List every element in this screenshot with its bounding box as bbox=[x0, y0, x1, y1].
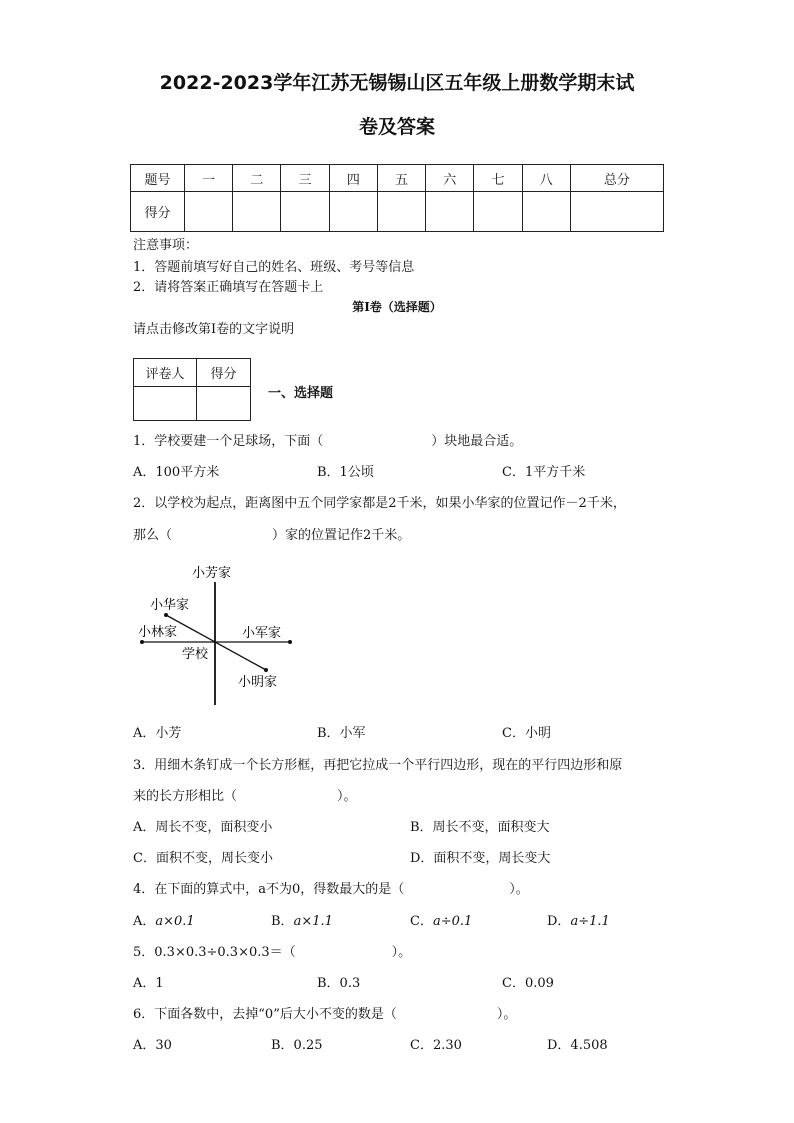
option[interactable] bbox=[133, 910, 195, 929]
score-cell: 六 bbox=[426, 165, 474, 192]
question-2-stem-line2 bbox=[133, 524, 410, 543]
option-letter: C． bbox=[410, 914, 433, 929]
label-xiaolin: 小林家 bbox=[138, 625, 178, 640]
option[interactable]: A．周长不变，面积变小 bbox=[133, 820, 273, 835]
question-4-stem bbox=[133, 878, 529, 897]
stem-part: 6．下面各数中，去掉“0”后大小不变的数是（ bbox=[133, 1007, 397, 1022]
grader-label: 得分 bbox=[197, 359, 251, 387]
score-cell: 题号 bbox=[131, 165, 185, 192]
score-cell: 五 bbox=[377, 165, 425, 192]
grader-input-cell[interactable] bbox=[197, 387, 251, 421]
score-input-cell[interactable] bbox=[233, 192, 281, 232]
option[interactable]: C．面积不变，周长变小 bbox=[133, 851, 273, 866]
stem-part: ）家的位置记作2千米。 bbox=[272, 528, 411, 543]
score-table-header-row bbox=[131, 165, 664, 192]
score-cell: 四 bbox=[329, 165, 377, 192]
option-letter: D． bbox=[547, 914, 571, 929]
option[interactable]: B．0.3 bbox=[317, 976, 361, 991]
position-diagram bbox=[130, 560, 300, 710]
option[interactable]: C．小明 bbox=[502, 726, 551, 741]
part1-title: 第I卷（选择题） bbox=[352, 300, 442, 314]
option[interactable]: A．小芳 bbox=[133, 726, 182, 741]
question-3-stem-line1: 3．用细木条钉成一个长方形框，再把它拉成一个平行四边形，现在的平行四边形和原 bbox=[133, 758, 623, 773]
label-xiaoming: 小明家 bbox=[238, 675, 278, 690]
score-cell: 二 bbox=[233, 165, 281, 192]
xiaohua-point bbox=[164, 613, 168, 617]
option[interactable]: D．面积不变，周长变大 bbox=[410, 851, 551, 866]
score-input-cell[interactable] bbox=[570, 192, 663, 232]
label-school: 学校 bbox=[182, 647, 209, 662]
notes-item: 1．答题前填写好自己的姓名、班级、考号等信息 bbox=[133, 260, 415, 275]
option[interactable] bbox=[547, 910, 610, 929]
label-xiaojun: 小军家 bbox=[242, 626, 282, 641]
stem-part: 5．0.3×0.3÷0.3×0.3＝（ bbox=[133, 945, 296, 960]
stem-part: ）。 bbox=[391, 945, 412, 960]
score-cell: 三 bbox=[281, 165, 329, 192]
score-input-cell[interactable] bbox=[522, 192, 570, 232]
option[interactable]: B．0.25 bbox=[271, 1038, 323, 1053]
grader-input-cell[interactable] bbox=[134, 387, 197, 421]
option[interactable]: B．周长不变，面积变大 bbox=[410, 820, 550, 835]
option[interactable]: A．30 bbox=[133, 1038, 172, 1053]
score-input-cell[interactable] bbox=[474, 192, 522, 232]
option-expression: a×0.1 bbox=[155, 914, 195, 929]
label-xiaohua: 小华家 bbox=[150, 598, 190, 613]
option[interactable]: C．2.30 bbox=[410, 1038, 462, 1053]
option[interactable]: A．1 bbox=[133, 976, 164, 991]
score-cell: 七 bbox=[474, 165, 522, 192]
option[interactable]: C．1平方千米 bbox=[502, 465, 586, 480]
option-letter: A． bbox=[133, 914, 156, 929]
score-input-cell[interactable] bbox=[377, 192, 425, 232]
stem-part: ）。 bbox=[509, 882, 529, 897]
score-input-cell[interactable] bbox=[185, 192, 233, 232]
option[interactable] bbox=[410, 910, 472, 929]
stem-part: 4．在下面的算式中，a不为0，得数最大的是（ bbox=[133, 882, 405, 897]
label-xiaofang: 小芳家 bbox=[192, 566, 232, 581]
stem-part: ）。 bbox=[337, 789, 357, 804]
notes-item: 2．请将答案正确填写在答题卡上 bbox=[133, 280, 324, 295]
page-title-line2: 卷及答案 bbox=[358, 116, 435, 138]
stem-part: ）。 bbox=[496, 1007, 517, 1022]
score-row-label: 得分 bbox=[131, 192, 185, 232]
option-expression: a÷0.1 bbox=[432, 914, 473, 929]
question-3-stem-line2 bbox=[133, 785, 357, 804]
score-cell: 总分 bbox=[570, 165, 663, 192]
stem-part: 那么（ bbox=[133, 528, 173, 543]
xiaojun-point bbox=[288, 640, 292, 644]
score-table bbox=[130, 164, 664, 232]
score-table-score-row bbox=[131, 192, 664, 232]
score-cell: 一 bbox=[185, 165, 233, 192]
option-letter: B． bbox=[271, 914, 294, 929]
option[interactable]: D．4.508 bbox=[547, 1038, 608, 1053]
score-input-cell[interactable] bbox=[281, 192, 329, 232]
question-2-stem-line1: 2．以学校为起点，距离图中五个同学家都是2千米，如果小华家的位置记作－2千米， bbox=[133, 496, 626, 511]
question-1-stem bbox=[133, 430, 522, 449]
option[interactable]: B．1公顷 bbox=[317, 465, 374, 480]
grader-label: 评卷人 bbox=[134, 359, 197, 387]
score-cell: 八 bbox=[522, 165, 570, 192]
xiaoming-point bbox=[264, 668, 268, 672]
stem-part: 来的长方形相比（ bbox=[133, 789, 238, 804]
part1-description[interactable]: 请点击修改第I卷的文字说明 bbox=[133, 322, 295, 337]
page-title-line1: 2022-2023学年江苏无锡锡山区五年级上册数学期末试 bbox=[159, 72, 635, 94]
grader-table bbox=[133, 358, 251, 421]
section-title: 一、选择题 bbox=[268, 386, 334, 401]
stem-part: ）块地最合适。 bbox=[431, 434, 523, 449]
score-input-cell[interactable] bbox=[329, 192, 377, 232]
question-5-stem bbox=[133, 941, 411, 960]
xiaolin-point bbox=[140, 640, 144, 644]
score-input-cell[interactable] bbox=[426, 192, 474, 232]
option[interactable] bbox=[271, 910, 333, 929]
option[interactable]: C．0.09 bbox=[502, 976, 554, 991]
option[interactable]: B．小军 bbox=[317, 726, 366, 741]
stem-part: 1．学校要建一个足球场，下面（ bbox=[133, 434, 324, 449]
notes-heading: 注意事项： bbox=[133, 238, 199, 253]
option-expression: a×1.1 bbox=[293, 914, 333, 929]
option-expression: a÷1.1 bbox=[570, 914, 610, 929]
option[interactable]: A．100平方米 bbox=[133, 465, 220, 480]
question-6-stem bbox=[133, 1003, 516, 1022]
